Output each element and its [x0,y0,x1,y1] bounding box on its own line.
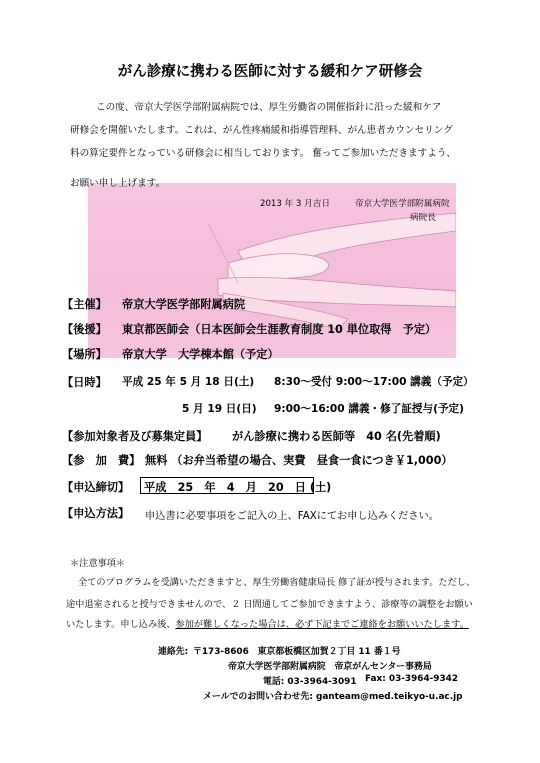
contact-office: 帝京大学医学部附属病院 帝京がんセンター事務局 [228,662,432,672]
notes-line-1: 全てのプログラムを受講いただきますと、厚生労働省健康局長 修了証が授与されます。ただし、 [78,577,476,588]
support-label: 【後援】 [62,323,107,336]
fee-label: 【参 加 費】 [62,454,141,467]
fee-value: 無料 （お弁当希望の場合、実費 昼食一食につき￥1,000） [145,454,453,467]
support-value: 東京都医師会（日本医師会生涯教育制度 10 単位取得 予定） [122,323,437,336]
contact-phone: 電話: 03-3964-3091 [263,677,357,687]
intro-line-1: この度、帝京大学医学部附属病院では、厚生労働省の開催指針に沿った緩和ケア [96,102,442,113]
notes-heading: ＊注意事項＊ [70,558,126,569]
date-time-2: 9:00～16:00 講義・修了証授与(予定) [274,403,464,415]
venue-label: 【場所】 [62,348,107,361]
contact-label: 連絡先: [158,647,189,657]
target-label: 【参加対象者及び募集定員】 [62,430,208,443]
deadline-label: 【申込締切】 [62,481,130,494]
notes-line-2: 途中退室されると授与できませんので、２ 日間通してご参加できますよう、診療等の調整をお願い [66,599,473,610]
deadline-value: 平成 25 年 4 月 20 日 (土) [144,481,332,494]
venue-value: 帝京大学 大学棟本館（予定） [122,348,279,361]
host-value: 帝京大学医学部附属病院 [122,298,246,311]
signature-date: 2013 年 3 月吉日 [260,199,330,209]
host-label: 【主催】 [62,298,107,311]
contact-fax: Fax: 03-3964-9342 [365,674,459,684]
intro-line-3: 料の算定要件となっている研修会に相当しております。 奮ってご参加いただきますよう、 [70,148,457,159]
signature-role: 病院長 [410,213,436,223]
notes-line-3: いたします。申し込み後、参加が難しくなった場合は、必ず下記までご連絡をお願いいたします。 [66,619,469,630]
method-label: 【申込方法】 [62,507,130,520]
intro-line-4: お願い申し上げます。 [70,178,166,189]
intro-line-2: 研修会を開催いたします。これは、がん性疼痛緩和指導管理料、がん患者カウンセリング [70,125,453,136]
date-day-2: 5 月 19 日(日) [182,403,257,415]
contact-email[interactable]: メールでのお問い合わせ先: ganteam@med.teikyo-u.ac.jp [203,692,463,702]
page-title: がん診療に携わる医師に対する緩和ケア研修会 [117,64,423,80]
contact-address: 〒173-8606 東京都板橋区加賀２丁目 11 番１号 [193,647,401,657]
target-value: がん診療に携わる医師等 40 名(先着順) [232,430,441,443]
date-time-1: 8:30～受付 9:00～17:00 講義（予定） [274,376,474,388]
signature-organization: 帝京大学医学部附属病院 [355,199,450,209]
date-day-1: 平成 25 年 5 月 18 日(土) [122,376,255,388]
method-value: 申込書に必要事項をご記入の上、FAXにてお申し込みください。 [145,511,439,522]
date-label: 【日時】 [62,376,107,389]
